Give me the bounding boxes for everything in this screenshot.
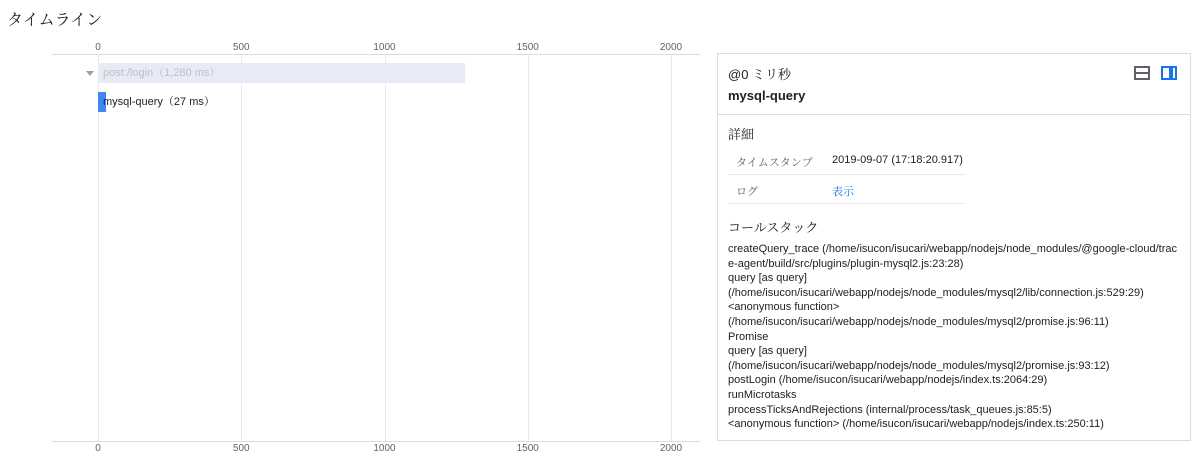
callstack-frame: Promise bbox=[728, 330, 769, 343]
detail-value-timestamp: 2019-09-07 (17:18:20.917) bbox=[832, 154, 963, 166]
callstack-frame: postLogin (/home/isucon/isucari/webapp/nodejs/index.ts:2064:29) bbox=[728, 374, 1048, 387]
callstack-frame: (/home/isucon/isucari/webapp/nodejs/node_modules/mysql2/promise.js:93:12) bbox=[728, 359, 1110, 372]
detail-key-log: ログ bbox=[736, 186, 758, 198]
callstack-frame: query [as query] bbox=[728, 272, 807, 285]
span-details-panel bbox=[717, 53, 1191, 441]
tick-label-top: 500 bbox=[232, 42, 250, 53]
span-time-offset: @0 ミリ秒 bbox=[728, 67, 792, 82]
span-label-mysql-query[interactable]: mysql-query（27 ms） bbox=[103, 96, 215, 108]
tick-label-bottom: 500 bbox=[232, 443, 250, 454]
tick-label-bottom: 2000 bbox=[659, 443, 683, 454]
tick-label-bottom: 1500 bbox=[516, 443, 539, 454]
detail-row-log bbox=[728, 175, 966, 204]
tick-label-top: 1000 bbox=[373, 42, 396, 53]
tick-label-top: 0 bbox=[95, 42, 101, 53]
callstack-frame: runMicrotasks bbox=[728, 388, 797, 401]
detail-key-timestamp: タイムスタンプ bbox=[736, 157, 813, 169]
details-title: 詳細 bbox=[728, 127, 755, 142]
collapse-arrow-icon[interactable] bbox=[86, 71, 94, 76]
callstack-frame: createQuery_trace (/home/isucon/isucari/webapp/nodejs/node_modules/@google-cloud/trace-agent/build/src/plugins/plugin-mysql2.js:23:28) bbox=[728, 243, 1177, 270]
span-label-post-login: post:/login（1,280 ms） bbox=[103, 67, 221, 79]
tick-label-bottom: 1000 bbox=[373, 443, 396, 454]
callstack-list bbox=[728, 242, 1178, 432]
show-logs-link[interactable]: 表示 bbox=[832, 186, 854, 198]
top-axis-line bbox=[52, 54, 700, 55]
page-title: タイムライン bbox=[7, 12, 103, 29]
tick-label-top: 1500 bbox=[516, 42, 539, 53]
grid-line bbox=[671, 54, 672, 441]
details-table bbox=[728, 146, 966, 204]
grid-line bbox=[528, 54, 529, 441]
grid-line bbox=[385, 54, 386, 441]
horizontal-split-icon[interactable] bbox=[1134, 66, 1150, 80]
tick-label-bottom: 0 bbox=[95, 443, 101, 454]
span-name: mysql-query bbox=[728, 88, 806, 103]
bottom-axis-line bbox=[52, 441, 700, 442]
callstack-frame: (/home/isucon/isucari/webapp/nodejs/node_modules/mysql2/lib/connection.js:529:29) bbox=[728, 286, 1144, 299]
vertical-split-icon[interactable] bbox=[1161, 66, 1177, 80]
callstack-frame: <anonymous function> (/home/isucon/isucari/webapp/nodejs/index.ts:250:11) bbox=[728, 418, 1104, 431]
grid-line bbox=[98, 54, 99, 441]
panel-divider bbox=[718, 114, 1190, 115]
tick-label-top: 2000 bbox=[659, 42, 683, 53]
callstack-title: コールスタック bbox=[728, 220, 819, 235]
callstack-frame: query [as query] bbox=[728, 345, 807, 358]
callstack-frame: <anonymous function> bbox=[728, 301, 840, 314]
callstack-frame: (/home/isucon/isucari/webapp/nodejs/node_modules/mysql2/promise.js:96:11) bbox=[728, 315, 1109, 328]
grid-line bbox=[241, 54, 242, 441]
detail-row-timestamp bbox=[728, 146, 966, 175]
callstack-frame: processTicksAndRejections (internal/process/task_queues.js:85:5) bbox=[728, 403, 1052, 416]
